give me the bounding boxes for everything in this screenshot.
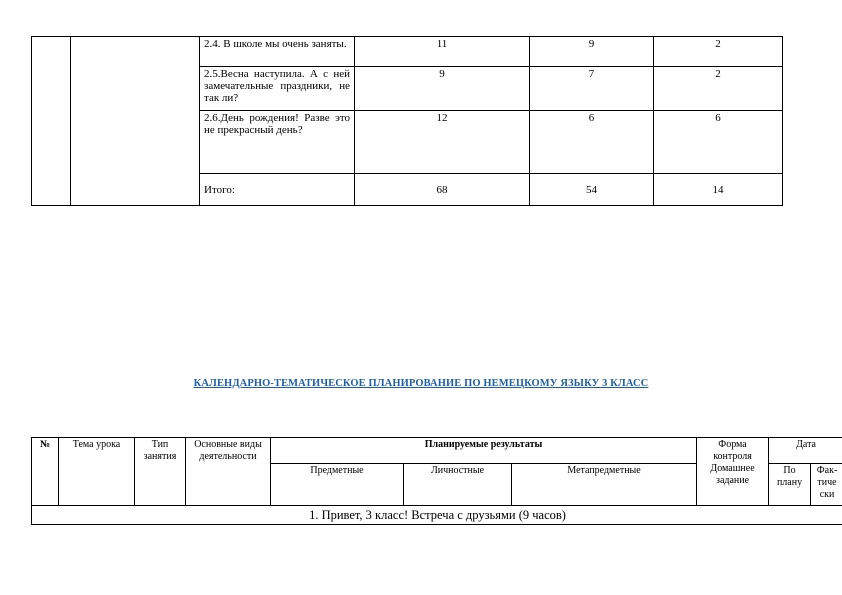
col-subject-header: Предметные xyxy=(271,464,404,506)
hours-total-cell: 11 xyxy=(355,37,530,67)
col-plan-header: По плану xyxy=(769,464,811,506)
hours-total-cell: 12 xyxy=(355,111,530,174)
col-date-header: Дата xyxy=(769,438,842,464)
topic-cell: 2.6.День рождения! Разве это не прекрасный день? xyxy=(200,111,355,174)
total-col2-cell: 54 xyxy=(530,174,654,206)
hours-col3-cell: 6 xyxy=(654,111,783,174)
empty-cell xyxy=(32,37,71,206)
hours-total-cell: 9 xyxy=(355,67,530,111)
col-fact-header: Фак-тиче ски xyxy=(811,464,842,506)
topic-cell: 2.4. В школе мы очень заняты. xyxy=(200,37,355,67)
hours-table xyxy=(31,36,783,206)
col-results-header: Планируемые результаты xyxy=(271,438,697,464)
section-title: 1. Привет, 3 класс! Встреча с друзьями (9 часов) xyxy=(32,506,842,525)
section-row xyxy=(32,506,842,525)
plan-table xyxy=(31,437,842,525)
col-personal-header: Личностные xyxy=(404,464,512,506)
hours-col2-cell: 6 xyxy=(530,111,654,174)
total-hours-cell: 68 xyxy=(355,174,530,206)
table-row xyxy=(32,37,783,67)
col-activities-header: Основные виды деятельности xyxy=(186,438,271,506)
hours-col2-cell: 9 xyxy=(530,37,654,67)
hours-col2-cell: 7 xyxy=(530,67,654,111)
total-label: Итого: xyxy=(200,174,355,206)
col-control-header: Форма контроля Домашнее задание xyxy=(697,438,769,506)
empty-cell xyxy=(71,37,200,206)
col-num-header: № xyxy=(32,438,59,506)
plan-title[interactable]: КАЛЕНДАРНО-ТЕМАТИЧЕСКОЕ ПЛАНИРОВАНИЕ ПО НЕМЕЦКОМУ ЯЗЫКУ 3 КЛАСС xyxy=(193,378,649,389)
col-topic-header: Тема урока xyxy=(59,438,135,506)
col-type-header: Тип занятия xyxy=(135,438,186,506)
total-col3-cell: 14 xyxy=(654,174,783,206)
col-meta-header: Метапредметные xyxy=(512,464,697,506)
header-row xyxy=(32,438,842,464)
topic-cell: 2.5.Весна наступила. А с ней замечательные праздники, не так ли? xyxy=(200,67,355,111)
hours-col3-cell: 2 xyxy=(654,67,783,111)
hours-col3-cell: 2 xyxy=(654,37,783,67)
